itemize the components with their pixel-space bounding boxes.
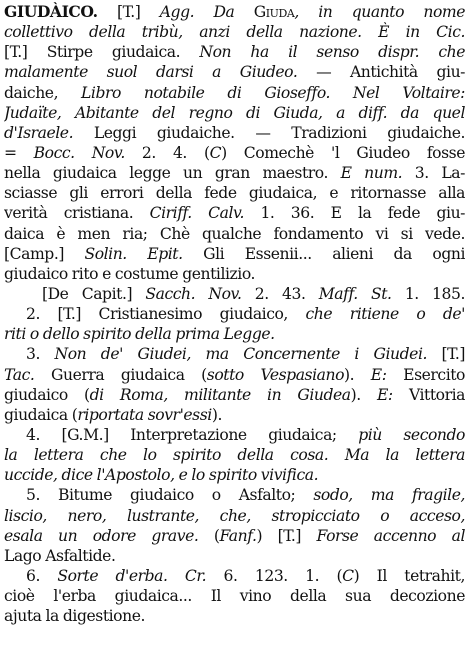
entry-line — [4, 244, 465, 264]
text-run: Non ha il senso dispr. che — [199, 43, 465, 62]
text-run: ) Comechè 'l Giudeo fosse — [221, 143, 465, 162]
text-run: [T.] Stirpe giudaica. — [4, 43, 200, 62]
text-run: esala un odore grave. — [4, 526, 199, 545]
text-run: che ritiene o de' — [305, 305, 465, 324]
text-run: giudaico ( — [4, 385, 90, 404]
text-run: Forse accenno al — [316, 526, 465, 545]
text-run: C — [342, 566, 354, 585]
text-run: giudaico rito e costume gentilizio. — [4, 264, 256, 283]
text-run: Gli Essenii... alieni da ogni — [182, 244, 465, 263]
headword: GIUDÀICO. — [4, 2, 98, 21]
text-run: Vittoria — [392, 385, 465, 404]
text-run: ) [T.] — [256, 526, 317, 545]
text-run: 4. [G.M.] Interpretazione giudaica; — [26, 425, 359, 444]
text-run: sotto Vespasiano — [206, 365, 345, 384]
text-run: la lettera che lo spirito della cosa. Ma la lettera — [4, 446, 465, 465]
entry-first-line — [4, 2, 465, 22]
entry-line — [4, 445, 465, 465]
entry-line — [4, 42, 465, 62]
text-run: [T.] — [427, 345, 465, 364]
text-run: Agg. Da — [159, 3, 254, 21]
text-run: Fanf. — [219, 526, 257, 545]
entry-line — [4, 546, 465, 566]
text-run: sciasse gli errori della fede giudaica, e ritornasse alla — [4, 184, 465, 203]
text-run: Leggi giudaiche. — Tradizioni giudaiche. — [73, 123, 465, 142]
text-run: di Roma, militante in Giudea — [89, 385, 351, 404]
entry-line — [4, 163, 465, 183]
text-run: 3. La- — [402, 164, 465, 183]
entry-line — [4, 485, 465, 505]
text-run: Bocc. Nov. — [33, 143, 125, 162]
entry-line — [4, 465, 465, 485]
entry-line — [4, 566, 465, 586]
text-run: Guerra giudaica ( — [34, 365, 207, 384]
text-run: 6. — [26, 566, 58, 585]
text-run: 5. Bitume giudaico o Asfalto; — [26, 486, 314, 505]
text-run: nella giudaica legge un gran maestro. — [4, 164, 341, 183]
text-run: daica è men ria; Chè qualche fondamento vi si vede. — [4, 224, 465, 243]
entry-line — [4, 22, 465, 42]
text-run: E: — [370, 365, 387, 384]
entry-line — [4, 143, 465, 163]
entry-line — [4, 586, 465, 606]
text-run: verità cristiana. — [4, 204, 150, 223]
text-run: sodo, ma fragile, — [313, 486, 465, 505]
text-run: Lago Asfaltide. — [4, 546, 116, 565]
entry-line — [4, 506, 465, 526]
text-run: E: — [377, 385, 393, 404]
text-run: 6. 123. 1. ( — [206, 566, 343, 585]
text-run: 1. 36. E la fede giu- — [244, 204, 465, 223]
entry-line — [4, 526, 465, 546]
text-run: 2. 4. ( — [124, 143, 210, 162]
entry-line — [4, 103, 465, 123]
text-run: , in quanto nome — [294, 3, 465, 21]
text-run: C — [209, 143, 222, 162]
entry-line — [4, 385, 465, 405]
text-run: = — [4, 143, 34, 162]
text-run: Solin. Epit. — [84, 244, 183, 263]
entry-line — [4, 83, 465, 103]
text-run: [De Capit.] — [42, 284, 146, 303]
entry-line — [4, 344, 465, 364]
text-run: 2. [T.] Cristianesimo giudaico, — [26, 305, 306, 324]
text-run: Libro notabile di Gioseffo. Nel Voltaire: — [81, 83, 465, 102]
entry-line — [4, 123, 465, 143]
text-run: giudaica ( — [4, 405, 78, 424]
entry-line — [4, 264, 465, 284]
entry-line — [4, 606, 465, 626]
entry-line — [4, 324, 465, 344]
entry-line — [4, 203, 465, 223]
text-run: daiche, — [4, 83, 82, 102]
entry-line — [4, 183, 465, 203]
text-run: ). — [344, 365, 371, 384]
text-run: d'Israele. — [4, 123, 74, 142]
text-run: malamente suol darsi a Giudeo. — [4, 63, 298, 82]
text-run: [Camp.] — [4, 244, 85, 263]
entry-line — [4, 304, 465, 324]
entry-line — [4, 224, 465, 244]
text-run: liscio, nero, lustrante, che, stropicciato o acceso, — [4, 506, 465, 525]
dictionary-entry — [4, 2, 465, 626]
text-run: [T.] — [97, 3, 160, 21]
text-run: Judaïte, Abitante del regno di Giuda, a diff. da quel — [4, 103, 465, 122]
text-run: Sorte d'erba. Cr. — [57, 566, 207, 585]
text-run: Maff. St. — [318, 284, 392, 303]
text-run: ajuta la digestione. — [4, 607, 145, 626]
text-run: Giuda — [253, 3, 295, 21]
text-run: ( — [198, 526, 220, 545]
entry-line — [4, 405, 465, 425]
text-run: ). — [211, 405, 222, 424]
text-run: E num. — [340, 164, 403, 183]
text-run: riportata sovr'essi — [77, 405, 212, 424]
text-run: uccide, dice l'Apostolo, e lo spirito vivifica. — [4, 466, 319, 485]
entry-line — [4, 425, 465, 445]
text-run: collettivo della tribù, anzi della nazione. È in Cic. — [4, 23, 465, 42]
text-run: ). — [350, 385, 377, 404]
text-run: Sacch. Nov. — [145, 284, 242, 303]
text-run: 2. 43. — [241, 284, 319, 303]
text-run: Non de' Giudei, ma Concernente i Giudei. — [54, 345, 427, 364]
text-run: Ciriff. Calv. — [149, 204, 245, 223]
text-run: — Antichità giu- — [297, 63, 465, 82]
text-run: Esercito — [386, 365, 465, 384]
entry-line — [4, 365, 465, 385]
text-run: 1. 185. — [391, 284, 465, 303]
entry-line — [4, 284, 465, 304]
text-run: ) Il tetrahit, — [353, 566, 465, 585]
entry-line — [4, 62, 465, 82]
text-run: più secondo — [358, 425, 465, 444]
text-run: riti o dello spirito della prima Legge. — [4, 325, 275, 344]
text-run: cioè l'erba giudaica... Il vino della sua decozione — [4, 587, 465, 606]
text-run: 3. — [26, 345, 55, 364]
text-run: Tac. — [4, 365, 35, 384]
